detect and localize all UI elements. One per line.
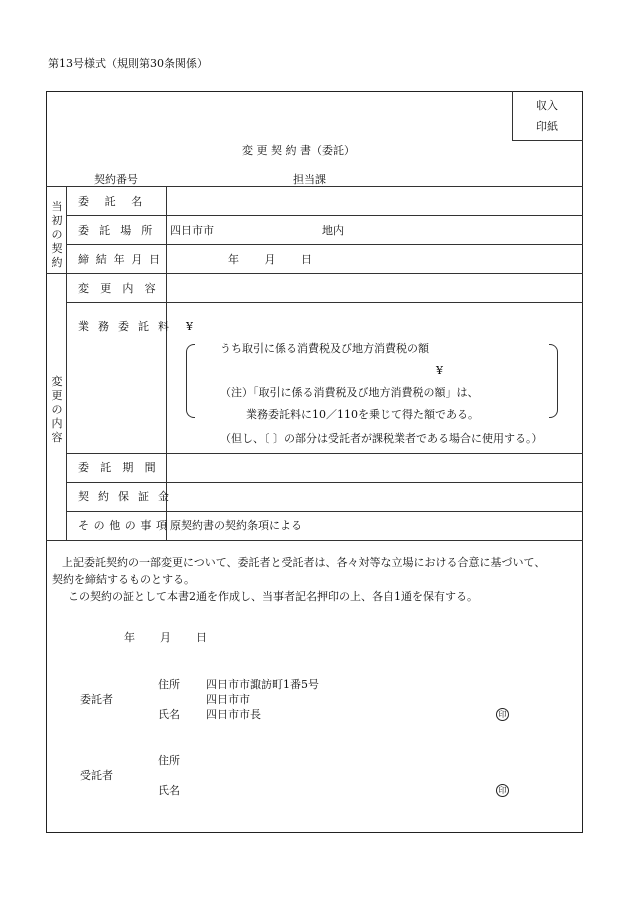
- client-address-label: 住所: [158, 678, 180, 691]
- stamp-box-left-border: [512, 91, 513, 140]
- row-line-1: [66, 215, 583, 216]
- form-number: 第13号様式（規則第30条関係）: [48, 57, 208, 70]
- client-address-value: 四日市市諏訪町1番5号: [206, 678, 319, 691]
- table-bottom-line: [46, 540, 583, 541]
- contractor-role-label: 受託者: [80, 769, 113, 782]
- signing-date-day: 日: [196, 631, 207, 644]
- client-role-label: 委託者: [80, 693, 113, 706]
- row-line-6: [66, 511, 583, 512]
- left-bracket: [186, 344, 195, 418]
- signing-date-year: 年: [124, 631, 135, 644]
- right-bracket: [549, 344, 558, 418]
- original-section-bottom-line: [46, 273, 583, 274]
- contract-date-value: 年 月 日: [228, 253, 312, 266]
- body-paragraph-2: この契約の証として本書2通を作成し、当事者記名押印の上、各自1通を保有する。: [68, 590, 478, 603]
- commission-location-label: 委 託 場 所: [78, 224, 156, 237]
- other-items-label: そ の 他 の 事 項: [78, 519, 168, 532]
- contractor-name-label: 氏名: [158, 784, 180, 797]
- client-seal-mark: 印: [496, 708, 509, 721]
- commission-location-suffix: 地内: [322, 224, 344, 237]
- contract-deposit-label: 契 約 保 証 金: [78, 490, 172, 503]
- tax-note-line-1: （注）「取引に係る消費税及び地方消費税の額」は、: [220, 386, 479, 399]
- row-line-4: [66, 453, 583, 454]
- stamp-box-label-2: 印紙: [536, 120, 558, 133]
- body-paragraph-1-line-2: 契約を締結するものとする。: [52, 573, 195, 586]
- stamp-box-bottom-border: [512, 140, 583, 141]
- client-address-value-2: 四日市市: [206, 693, 250, 706]
- row-line-2: [66, 244, 583, 245]
- stamp-box-label-1: 収入: [536, 99, 558, 112]
- commission-name-label: 委 託 名: [78, 195, 149, 208]
- document-title: 変 更 契 約 書（委託）: [242, 144, 355, 157]
- contract-date-label: 締 結 年 月 日: [78, 253, 162, 266]
- contractor-seal-mark: 印: [496, 784, 509, 797]
- change-content-label: 変 更 内 容: [78, 282, 160, 295]
- contractor-address-label: 住所: [158, 754, 180, 767]
- client-name-label: 氏名: [158, 708, 180, 721]
- original-contract-group-label: 当初の契約: [51, 200, 63, 269]
- body-paragraph-1-line-1: 上記委託契約の一部変更について、委託者と受託者は、各々対等な立場における合意に基づいて、: [62, 556, 546, 569]
- commission-fee-yen: ¥: [186, 320, 193, 333]
- commission-location-value: 四日市市: [170, 224, 214, 237]
- tax-amount-line: うち取引に係る消費税及び地方消費税の額: [220, 342, 429, 355]
- department-label: 担当課: [293, 173, 326, 186]
- signing-date-month: 月: [160, 631, 171, 644]
- commission-fee-label: 業 務 委 託 料: [78, 320, 172, 333]
- contract-number-label: 契約番号: [94, 173, 138, 186]
- tax-amount-yen: ¥: [436, 364, 443, 377]
- table-top-line: [46, 186, 583, 187]
- label-column-divider: [166, 186, 167, 540]
- other-items-value: 原契約書の契約条項による: [170, 519, 302, 532]
- tax-note-line-2: 業務委託料に10／110を乗じて得た額である。: [246, 408, 479, 421]
- change-details-group-label: 変更の内容: [51, 375, 63, 444]
- group-column-divider: [66, 186, 67, 540]
- tax-note-line-3: （但し、〔 〕の部分は受託者が課税業者である場合に使用する。）: [220, 432, 543, 445]
- client-name-value: 四日市市長: [206, 708, 261, 721]
- row-line-5: [66, 482, 583, 483]
- commission-period-label: 委 託 期 間: [78, 461, 160, 474]
- row-line-3: [66, 302, 583, 303]
